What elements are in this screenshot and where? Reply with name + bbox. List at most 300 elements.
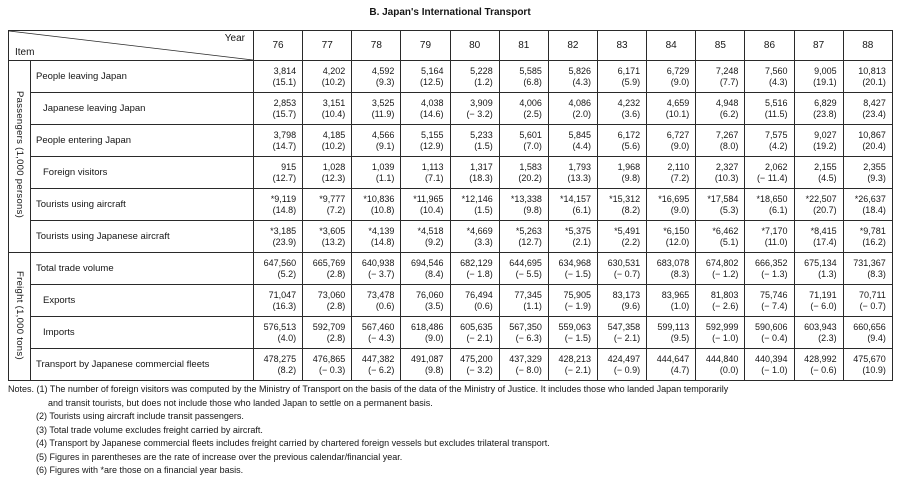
- cell-change-rate: (13.3): [567, 172, 591, 183]
- row-label: Japanese leaving Japan: [31, 93, 254, 125]
- data-cell: [794, 285, 843, 317]
- cell-value: 3,909: [470, 97, 493, 108]
- cell-change-rate: (− 2.1): [466, 332, 493, 343]
- cell-change-rate: (12.9): [420, 140, 444, 151]
- table-row: [9, 349, 893, 381]
- data-cell: [647, 157, 696, 189]
- cell-value: 731,367: [853, 257, 886, 268]
- cell-change-rate: (12.7): [272, 172, 297, 183]
- data-cell: [794, 93, 843, 125]
- cell-value: 428,992: [804, 353, 837, 364]
- data-cell: [597, 221, 646, 253]
- data-cell: [401, 317, 450, 349]
- cell-change-rate: (9.8): [621, 172, 641, 183]
- cell-change-rate: (− 2.1): [564, 364, 591, 375]
- cell-change-rate: (9.8): [425, 364, 444, 375]
- data-cell: [401, 221, 450, 253]
- row-label: People entering Japan: [31, 125, 254, 157]
- cell-value: 666,352: [755, 257, 788, 268]
- cell-change-rate: (8.4): [425, 268, 444, 279]
- data-cell: [647, 285, 696, 317]
- cell-value: 440,394: [755, 353, 788, 364]
- data-cell: [450, 253, 499, 285]
- data-cell: [794, 221, 843, 253]
- data-cell: [450, 349, 499, 381]
- cell-change-rate: (− 1.9): [564, 300, 591, 311]
- cell-value: 2,355: [863, 161, 886, 172]
- cell-value: 9,027: [814, 129, 837, 140]
- cell-value: 1,317: [470, 161, 493, 172]
- cell-change-rate: (− 0.7): [613, 268, 641, 279]
- data-cell: [401, 189, 450, 221]
- cell-value: 81,803: [710, 289, 739, 300]
- cell-change-rate: (10.1): [665, 108, 690, 119]
- data-cell: [843, 61, 892, 93]
- cell-value: *4,669: [466, 225, 493, 236]
- data-cell: [696, 253, 745, 285]
- data-cell: [254, 189, 303, 221]
- note-line: [8, 383, 892, 397]
- row-label: Tourists using Japanese aircraft: [31, 221, 254, 253]
- table-row: [9, 253, 893, 285]
- table-row: [9, 93, 893, 125]
- cell-value: 70,711: [858, 289, 886, 300]
- cell-change-rate: (17.4): [813, 236, 837, 247]
- cell-change-rate: (− 11.4): [756, 172, 788, 183]
- cell-value: 915: [281, 161, 297, 172]
- data-cell: [303, 189, 352, 221]
- cell-value: 444,840: [705, 353, 739, 364]
- data-cell: [647, 349, 696, 381]
- cell-change-rate: (8.3): [670, 268, 690, 279]
- cell-change-rate: (1.2): [474, 76, 493, 87]
- note-1-continued: and transit tourists, but does not include those who landed Japan to settle on a permanent basis.: [48, 397, 433, 408]
- data-cell: [303, 221, 352, 253]
- table-row: [9, 317, 893, 349]
- data-cell: [450, 157, 499, 189]
- cell-change-rate: (9.2): [425, 236, 444, 247]
- cell-change-rate: (9.3): [867, 172, 886, 183]
- data-cell: [794, 349, 843, 381]
- cell-value: *7,170: [761, 225, 788, 236]
- cell-change-rate: (7.7): [719, 76, 739, 87]
- cell-value: 675,134: [804, 257, 837, 268]
- cell-value: 682,129: [460, 257, 493, 268]
- notes-section: [8, 383, 892, 478]
- year-header: 79: [401, 31, 450, 61]
- cell-value: *14,157: [559, 193, 591, 204]
- cell-value: 5,233: [470, 129, 493, 140]
- data-cell: [401, 125, 450, 157]
- data-cell: [352, 349, 401, 381]
- data-cell: [745, 285, 794, 317]
- cell-value: 4,592: [371, 65, 395, 76]
- note-3: (3) Total trade volume excludes freight carried by aircraft.: [36, 424, 263, 435]
- cell-value: 634,968: [558, 257, 591, 268]
- data-cell: [597, 317, 646, 349]
- cell-value: 674,802: [705, 257, 739, 268]
- cell-change-rate: (9.4): [867, 332, 886, 343]
- data-cell: [254, 253, 303, 285]
- cell-change-rate: (10.4): [420, 204, 444, 215]
- cell-change-rate: (18.3): [469, 172, 493, 183]
- cell-change-rate: (19.2): [813, 140, 837, 151]
- cell-value: 8,427: [863, 97, 886, 108]
- data-cell: [597, 125, 646, 157]
- data-cell: [548, 93, 597, 125]
- data-cell: [794, 157, 843, 189]
- cell-change-rate: (4.3): [572, 76, 591, 87]
- cell-value: *13,338: [510, 193, 542, 204]
- row-label: Tourists using aircraft: [31, 189, 254, 221]
- table-body: [9, 61, 893, 381]
- cell-value: 576,513: [263, 321, 297, 332]
- cell-value: 547,358: [607, 321, 641, 332]
- cell-change-rate: (12.3): [321, 172, 346, 183]
- cell-change-rate: (− 8.0): [515, 364, 542, 375]
- data-cell: [597, 157, 646, 189]
- data-cell: [254, 61, 303, 93]
- cell-value: 6,729: [666, 65, 690, 76]
- cell-value: 640,938: [361, 257, 395, 268]
- cell-change-rate: (8.2): [277, 364, 297, 375]
- notes-lead: Notes.: [8, 384, 35, 394]
- data-cell: [647, 125, 696, 157]
- data-cell: [450, 61, 499, 93]
- data-cell: [254, 285, 303, 317]
- cell-value: 605,635: [460, 321, 493, 332]
- data-cell: [843, 285, 892, 317]
- cell-change-rate: (2.2): [621, 236, 641, 247]
- cell-value: *9,119: [270, 193, 297, 204]
- cell-change-rate: (13.2): [321, 236, 346, 247]
- group-label: Passengers (1,000 persons): [14, 91, 25, 219]
- data-cell: [352, 221, 401, 253]
- cell-value: 4,948: [715, 97, 739, 108]
- cell-change-rate: (− 0.3): [319, 364, 346, 375]
- year-header: 88: [843, 31, 892, 61]
- cell-change-rate: (10.9): [862, 364, 886, 375]
- cell-value: *16,695: [658, 193, 690, 204]
- cell-change-rate: (10.2): [321, 140, 346, 151]
- cell-value: 5,228: [470, 65, 493, 76]
- cell-value: 475,670: [853, 353, 886, 364]
- data-cell: [696, 93, 745, 125]
- header-row: [9, 31, 893, 61]
- data-cell: [499, 157, 548, 189]
- cell-change-rate: (2.3): [818, 332, 837, 343]
- cell-change-rate: (0.0): [719, 364, 739, 375]
- cell-change-rate: (− 5.5): [515, 268, 542, 279]
- cell-value: 71,191: [809, 289, 837, 300]
- cell-change-rate: (− 3.7): [368, 268, 395, 279]
- cell-change-rate: (− 6.0): [810, 300, 837, 311]
- data-cell: [548, 189, 597, 221]
- cell-value: 630,531: [607, 257, 641, 268]
- cell-change-rate: (11.0): [764, 236, 788, 247]
- row-label: Transport by Japanese commercial fleets: [31, 349, 254, 381]
- cell-value: 6,171: [617, 65, 641, 76]
- data-cell: [696, 221, 745, 253]
- year-header: 87: [794, 31, 843, 61]
- data-cell: [745, 349, 794, 381]
- data-cell: [303, 93, 352, 125]
- data-cell: [548, 285, 597, 317]
- cell-change-rate: (23.4): [862, 108, 886, 119]
- cell-change-rate: (0.6): [474, 300, 493, 311]
- cell-value: 83,965: [661, 289, 690, 300]
- data-cell: [352, 189, 401, 221]
- data-cell: [745, 157, 794, 189]
- cell-value: 590,606: [755, 321, 788, 332]
- data-cell: [548, 61, 597, 93]
- cell-change-rate: (− 1.5): [564, 332, 591, 343]
- group-label-cell: [9, 61, 31, 253]
- data-cell: [548, 125, 597, 157]
- cell-change-rate: (− 1.5): [564, 268, 591, 279]
- cell-value: 491,087: [411, 353, 444, 364]
- row-label: Exports: [31, 285, 254, 317]
- cell-value: 447,382: [361, 353, 395, 364]
- data-cell: [499, 93, 548, 125]
- data-cell: [401, 253, 450, 285]
- cell-change-rate: (16.2): [862, 236, 886, 247]
- data-cell: [548, 349, 597, 381]
- cell-change-rate: (1.1): [523, 300, 542, 311]
- cell-change-rate: (10.8): [370, 204, 395, 215]
- row-label: Total trade volume: [31, 253, 254, 285]
- header-diagonal: [9, 31, 253, 60]
- cell-change-rate: (16.3): [272, 300, 297, 311]
- data-cell: [696, 285, 745, 317]
- cell-change-rate: (5.6): [621, 140, 641, 151]
- cell-change-rate: (4.4): [572, 140, 591, 151]
- cell-value: 603,943: [804, 321, 837, 332]
- cell-change-rate: (− 6.3): [515, 332, 542, 343]
- cell-change-rate: (6.2): [719, 108, 739, 119]
- data-cell: [597, 349, 646, 381]
- data-cell: [696, 157, 745, 189]
- cell-value: 5,601: [519, 129, 542, 140]
- cell-change-rate: (4.2): [769, 140, 788, 151]
- data-cell: [401, 349, 450, 381]
- cell-change-rate: (14.6): [420, 108, 444, 119]
- cell-value: 7,575: [765, 129, 788, 140]
- cell-value: 4,659: [666, 97, 690, 108]
- data-cell: [745, 221, 794, 253]
- cell-value: 1,583: [519, 161, 542, 172]
- data-cell: [450, 93, 499, 125]
- cell-value: 2,327: [715, 161, 739, 172]
- cell-change-rate: (7.1): [425, 172, 444, 183]
- data-cell: [647, 189, 696, 221]
- data-cell: [499, 349, 548, 381]
- cell-change-rate: (4.5): [818, 172, 837, 183]
- note-5: (5) Figures in parentheses are the rate of increase over the previous calendar/financial year.: [36, 451, 403, 462]
- data-cell: [499, 61, 548, 93]
- cell-change-rate: (12.5): [420, 76, 444, 87]
- data-cell: [254, 125, 303, 157]
- year-header: 82: [548, 31, 597, 61]
- cell-value: *6,462: [712, 225, 739, 236]
- table-row: [9, 157, 893, 189]
- cell-change-rate: (5.1): [719, 236, 739, 247]
- cell-change-rate: (14.8): [370, 236, 395, 247]
- cell-value: 76,494: [465, 289, 493, 300]
- data-cell: [843, 221, 892, 253]
- cell-change-rate: (2.5): [523, 108, 542, 119]
- note-6: (6) Figures with *are those on a financial year basis.: [36, 465, 244, 475]
- cell-value: 2,110: [667, 161, 690, 172]
- cell-value: 3,525: [371, 97, 395, 108]
- cell-value: 6,172: [617, 129, 641, 140]
- cell-value: 476,865: [312, 353, 346, 364]
- cell-change-rate: (− 0.7): [859, 300, 886, 311]
- cell-change-rate: (9.8): [523, 204, 542, 215]
- cell-value: *5,263: [515, 225, 542, 236]
- data-cell: [352, 157, 401, 189]
- cell-value: 437,329: [509, 353, 542, 364]
- table-row: [9, 125, 893, 157]
- data-cell: [352, 93, 401, 125]
- data-cell: [647, 317, 696, 349]
- year-header: 86: [745, 31, 794, 61]
- cell-value: 73,060: [317, 289, 346, 300]
- cell-value: 5,164: [421, 65, 444, 76]
- cell-change-rate: (20.2): [518, 172, 542, 183]
- data-cell: [548, 157, 597, 189]
- cell-value: 592,999: [705, 321, 739, 332]
- cell-value: 618,486: [411, 321, 444, 332]
- cell-value: 73,478: [366, 289, 395, 300]
- cell-value: 6,829: [814, 97, 837, 108]
- cell-value: 2,853: [273, 97, 297, 108]
- cell-change-rate: (1.1): [375, 172, 395, 183]
- data-cell: [499, 125, 548, 157]
- cell-value: 1,113: [421, 161, 444, 172]
- cell-value: 4,202: [322, 65, 346, 76]
- data-cell: [843, 157, 892, 189]
- cell-change-rate: (10.4): [321, 108, 346, 119]
- item-year-header: [9, 31, 254, 61]
- cell-change-rate: (9.0): [670, 140, 690, 151]
- cell-value: 599,113: [657, 321, 690, 332]
- cell-change-rate: (− 3.2): [466, 364, 493, 375]
- cell-value: 567,460: [361, 321, 395, 332]
- cell-value: 6,727: [666, 129, 690, 140]
- cell-value: 7,248: [715, 65, 739, 76]
- cell-value: 475,200: [460, 353, 493, 364]
- cell-change-rate: (− 4.3): [368, 332, 395, 343]
- cell-change-rate: (3.6): [621, 108, 641, 119]
- cell-value: 3,814: [273, 65, 297, 76]
- cell-value: 3,151: [322, 97, 346, 108]
- cell-value: *5,491: [614, 225, 641, 236]
- cell-value: *10,836: [363, 193, 395, 204]
- data-cell: [597, 93, 646, 125]
- data-cell: [499, 317, 548, 349]
- year-header: 76: [254, 31, 303, 61]
- cell-change-rate: (3.3): [474, 236, 493, 247]
- cell-change-rate: (7.2): [326, 204, 346, 215]
- cell-change-rate: (9.5): [670, 332, 690, 343]
- cell-value: 5,826: [568, 65, 591, 76]
- cell-change-rate: (9.0): [425, 332, 444, 343]
- cell-value: 647,560: [263, 257, 297, 268]
- note-4: (4) Transport by Japanese commercial fleets includes freight carried by chartered foreign vessels but excludes trilateral transport.: [36, 438, 550, 448]
- cell-change-rate: (3.5): [425, 300, 444, 311]
- cell-value: 478,275: [263, 353, 297, 364]
- data-cell: [597, 253, 646, 285]
- data-cell: [696, 349, 745, 381]
- cell-value: 4,232: [617, 97, 641, 108]
- cell-value: 644,695: [509, 257, 542, 268]
- data-cell: [548, 253, 597, 285]
- document-title: B. Japan's International Transport: [369, 7, 531, 18]
- cell-change-rate: (2.8): [326, 268, 346, 279]
- table-row: [9, 221, 893, 253]
- cell-change-rate: (18.4): [862, 204, 886, 215]
- cell-value: 76,060: [416, 289, 444, 300]
- cell-value: 5,845: [568, 129, 591, 140]
- cell-change-rate: (14.7): [272, 140, 297, 151]
- data-cell: [794, 317, 843, 349]
- table-row: [9, 61, 893, 93]
- data-cell: [352, 61, 401, 93]
- cell-value: 75,905: [563, 289, 591, 300]
- data-cell: [352, 253, 401, 285]
- group-label-cell: [9, 253, 31, 381]
- data-cell: [303, 349, 352, 381]
- cell-value: 7,267: [715, 129, 739, 140]
- data-cell: [401, 61, 450, 93]
- data-cell: [647, 61, 696, 93]
- cell-change-rate: (6.1): [572, 204, 591, 215]
- cell-value: *3,185: [270, 225, 297, 236]
- cell-value: 1,028: [322, 161, 346, 172]
- row-label: Foreign visitors: [31, 157, 254, 189]
- cell-change-rate: (5.3): [719, 204, 739, 215]
- cell-change-rate: (5.9): [621, 76, 641, 87]
- cell-value: 428,213: [558, 353, 591, 364]
- data-cell: [303, 125, 352, 157]
- cell-change-rate: (8.3): [867, 268, 886, 279]
- cell-value: 4,086: [568, 97, 591, 108]
- cell-value: 4,566: [371, 129, 395, 140]
- cell-change-rate: (1.5): [474, 204, 493, 215]
- row-label: People leaving Japan: [31, 61, 254, 93]
- cell-change-rate: (− 6.2): [368, 364, 395, 375]
- transport-table: [8, 30, 893, 381]
- cell-change-rate: (− 0.4): [761, 332, 788, 343]
- cell-change-rate: (9.0): [670, 76, 690, 87]
- data-cell: [450, 221, 499, 253]
- cell-value: 10,813: [858, 65, 886, 76]
- data-cell: [843, 349, 892, 381]
- data-cell: [794, 125, 843, 157]
- cell-value: 4,006: [519, 97, 542, 108]
- data-cell: [254, 317, 303, 349]
- cell-change-rate: (20.4): [862, 140, 886, 151]
- data-cell: [745, 317, 794, 349]
- cell-change-rate: (2.0): [572, 108, 591, 119]
- data-cell: [254, 157, 303, 189]
- cell-change-rate: (− 1.8): [466, 268, 493, 279]
- data-cell: [254, 93, 303, 125]
- data-cell: [843, 253, 892, 285]
- cell-change-rate: (6.8): [523, 76, 542, 87]
- data-cell: [450, 189, 499, 221]
